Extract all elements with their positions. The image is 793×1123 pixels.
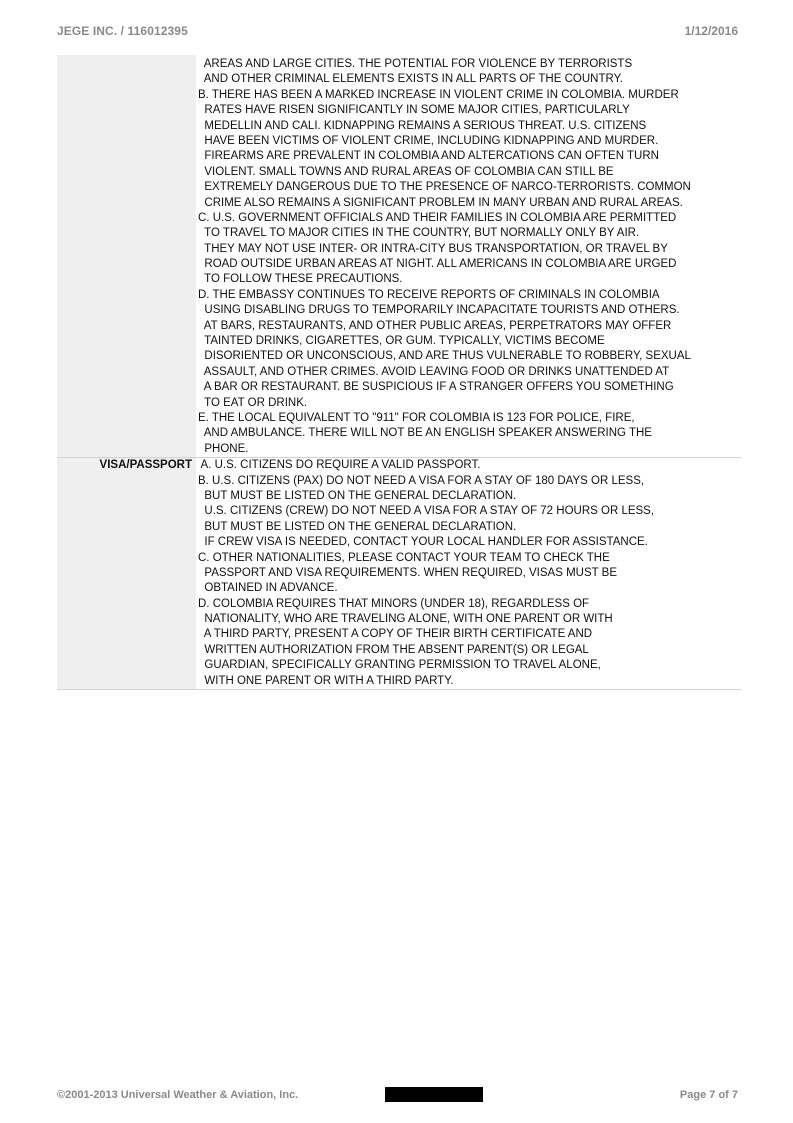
text-line: B. THERE HAS BEEN A MARKED INCREASE IN VIOLENT CRIME IN COLOMBIA. MURDER [198,88,679,101]
text-line: TAINTED DRINKS, CIGARETTES, OR GUM. TYPICALLY, VICTIMS BECOME [198,335,605,348]
section-label-cell [57,55,196,457]
text-line: HAVE BEEN VICTIMS OF VIOLENT CRIME, INCLUDING KIDNAPPING AND MURDER. [198,134,659,147]
text-line: B. U.S. CITIZENS (PAX) DO NOT NEED A VISA FOR A STAY OF 180 DAYS OR LESS, [198,474,645,487]
text-line: A. U.S. CITIZENS DO REQUIRE A VALID PASSPORT. [198,459,481,472]
text-line: A BAR OR RESTAURANT. BE SUSPICIOUS IF A STRANGER OFFERS YOU SOMETHING [198,381,674,394]
text-line: TO TRAVEL TO MAJOR CITIES IN THE COUNTRY, BUT NORMALLY ONLY BY AIR. [198,227,640,240]
text-line: EXTREMELY DANGEROUS DUE TO THE PRESENCE OF NARCO-TERRORISTS. COMMON [198,181,691,194]
text-line: IF CREW VISA IS NEEDED, CONTACT YOUR LOCAL HANDLER FOR ASSISTANCE. [198,536,648,549]
text-line: TO EAT OR DRINK. [198,396,308,409]
text-line: USING DISABLING DRUGS TO TEMPORARILY INCAPACITATE TOURISTS AND OTHERS. [198,304,680,317]
section-label-visa-passport: VISA/PASSPORT [57,458,196,689]
text-line: DISORIENTED OR UNCONSCIOUS, AND ARE THUS VULNERABLE TO ROBBERY, SEXUAL [198,350,691,363]
text-line: BUT MUST BE LISTED ON THE GENERAL DECLARATION. [198,520,517,533]
info-table [57,55,741,690]
text-line: VIOLENT. SMALL TOWNS AND RURAL AREAS OF COLOMBIA CAN STILL BE [198,165,614,178]
section-content-risk [196,55,741,457]
text-line: C. U.S. GOVERNMENT OFFICIALS AND THEIR FAMILIES IN COLOMBIA ARE PERMITTED [198,211,677,224]
text-line: C. OTHER NATIONALITIES, PLEASE CONTACT YOUR TEAM TO CHECK THE [198,551,610,564]
text-line: AND AMBULANCE. THERE WILL NOT BE AN ENGLISH SPEAKER ANSWERING THE [198,427,652,440]
text-line: RATES HAVE RISEN SIGNIFICANTLY IN SOME MAJOR CITIES, PARTICULARLY [198,104,630,117]
text-line: THEY MAY NOT USE INTER- OR INTRA-CITY BUS TRANSPORTATION, OR TRAVEL BY [198,242,668,255]
section-content-visa-passport [196,458,741,689]
document-header-date: 1/12/2016 [684,24,738,38]
text-line: AT BARS, RESTAURANTS, AND OTHER PUBLIC AREAS, PERPETRATORS MAY OFFER [198,319,672,332]
text-line: D. COLOMBIA REQUIRES THAT MINORS (UNDER 18), REGARDLESS OF [198,597,590,610]
table-section-risk [57,55,741,458]
text-line: PHONE. [198,442,249,455]
text-line: A THIRD PARTY, PRESENT A COPY OF THEIR BIRTH CERTIFICATE AND [198,628,593,641]
text-line: AND OTHER CRIMINAL ELEMENTS EXISTS IN ALL PARTS OF THE COUNTRY. [198,73,623,86]
text-line: ROAD OUTSIDE URBAN AREAS AT NIGHT. ALL AMERICANS IN COLOMBIA ARE URGED [198,258,677,271]
footer-copyright: ©2001-2013 Universal Weather & Aviation, Inc. [57,1089,299,1101]
text-line: U.S. CITIZENS (CREW) DO NOT NEED A VISA FOR A STAY OF 72 HOURS OR LESS, [198,505,655,518]
text-line: OBTAINED IN ADVANCE. [198,582,338,595]
text-line: E. THE LOCAL EQUIVALENT TO "911" FOR COLOMBIA IS 123 FOR POLICE, FIRE, [198,411,635,424]
text-line: WITH ONE PARENT OR WITH A THIRD PARTY. [198,674,454,687]
text-line: WRITTEN AUTHORIZATION FROM THE ABSENT PARENT(S) OR LEGAL [198,643,589,656]
document-header-company: JEGE INC. / 116012395 [57,24,188,38]
text-line: BUT MUST BE LISTED ON THE GENERAL DECLARATION. [198,489,517,502]
text-line: PASSPORT AND VISA REQUIREMENTS. WHEN REQUIRED, VISAS MUST BE [198,566,617,579]
text-line: ASSAULT, AND OTHER CRIMES. AVOID LEAVING FOOD OR DRINKS UNATTENDED AT [198,365,670,378]
footer-page-number: Page 7 of 7 [679,1089,738,1101]
text-line: MEDELLIN AND CALI. KIDNAPPING REMAINS A SERIOUS THREAT. U.S. CITIZENS [198,119,647,132]
text-line: CRIME ALSO REMAINS A SIGNIFICANT PROBLEM IN MANY URBAN AND RURAL AREAS. [198,196,683,209]
text-line: D. THE EMBASSY CONTINUES TO RECEIVE REPORTS OF CRIMINALS IN COLOMBIA [198,288,660,301]
text-line: GUARDIAN, SPECIFICALLY GRANTING PERMISSION TO TRAVEL ALONE, [198,659,601,672]
table-section-visa-passport [57,458,741,690]
text-line: AREAS AND LARGE CITIES. THE POTENTIAL FOR VIOLENCE BY TERRORISTS [198,58,633,70]
text-line: FIREARMS ARE PREVALENT IN COLOMBIA AND ALTERCATIONS CAN OFTEN TURN [198,150,659,163]
text-line: TO FOLLOW THESE PRECAUTIONS. [198,273,403,286]
redaction-bar [385,1087,483,1102]
text-line: NATIONALITY, WHO ARE TRAVELING ALONE, WITH ONE PARENT OR WITH [198,613,613,626]
